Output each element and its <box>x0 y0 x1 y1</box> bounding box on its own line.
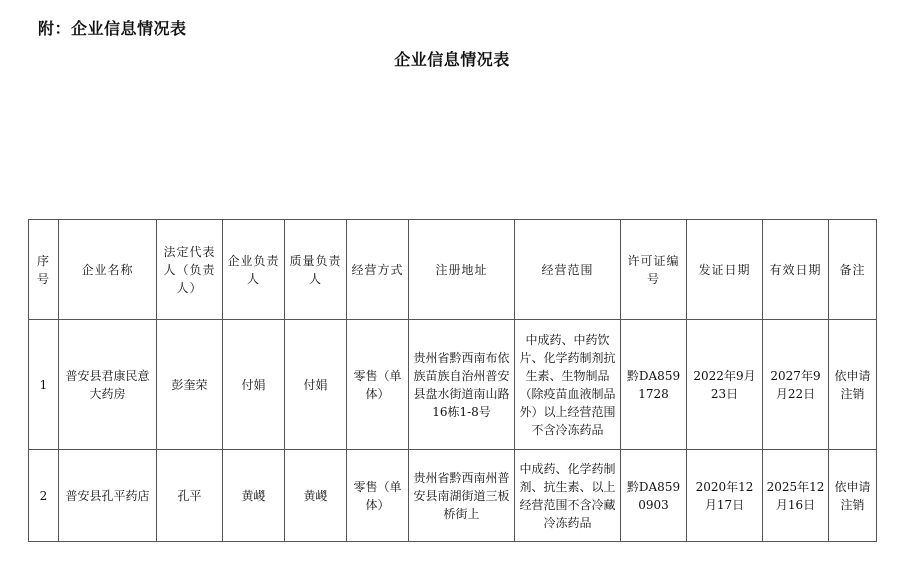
cell-valid-date: 2027年9月22日 <box>763 320 829 450</box>
header-address: 注册地址 <box>409 220 515 320</box>
table-row <box>29 450 877 542</box>
header-license: 许可证编号 <box>621 220 687 320</box>
cell-index: 1 <box>29 320 59 450</box>
cell-mode: 零售（单体） <box>347 450 409 542</box>
page-title: 企业信息情况表 <box>394 50 510 69</box>
header-remark: 备注 <box>829 220 877 320</box>
table-row <box>29 320 877 450</box>
header-issue-date: 发证日期 <box>687 220 763 320</box>
cell-license: 黔DA8590903 <box>621 450 687 542</box>
enterprise-info-table <box>28 219 877 542</box>
header-legal-rep: 法定代表人（负责人） <box>157 220 223 320</box>
cell-principal: 黄嵕 <box>223 450 285 542</box>
header-valid-date: 有效日期 <box>763 220 829 320</box>
cell-index: 2 <box>29 450 59 542</box>
cell-address: 贵州省黔西南布依族苗族自治州普安县盘水街道南山路16栋1-8号 <box>409 320 515 450</box>
cell-issue-date: 2022年9月23日 <box>687 320 763 450</box>
cell-license: 黔DA8591728 <box>621 320 687 450</box>
cell-remark: 依申请注销 <box>829 320 877 450</box>
header-scope: 经营范围 <box>515 220 621 320</box>
cell-legal-rep: 彭奎荣 <box>157 320 223 450</box>
attachment-label: 附：企业信息情况表 <box>38 19 187 38</box>
cell-valid-date: 2025年12月16日 <box>763 450 829 542</box>
header-index: 序号 <box>29 220 59 320</box>
cell-mode: 零售（单体） <box>347 320 409 450</box>
cell-scope: 中成药、化学药制剂、抗生素、以上经营范围不含冷藏冷冻药品 <box>515 450 621 542</box>
cell-quality: 黄嵕 <box>285 450 347 542</box>
cell-name: 普安县孔平药店 <box>59 450 157 542</box>
header-quality: 质量负责人 <box>285 220 347 320</box>
cell-address: 贵州省黔西南州普安县南湖街道三板桥街上 <box>409 450 515 542</box>
cell-name: 普安县君康民意大药房 <box>59 320 157 450</box>
cell-legal-rep: 孔平 <box>157 450 223 542</box>
cell-scope: 中成药、中药饮片、化学药制剂抗生素、生物制品（除疫苗血液制品外）以上经营范围不含冷冻药品 <box>515 320 621 450</box>
cell-quality: 付娟 <box>285 320 347 450</box>
cell-principal: 付娟 <box>223 320 285 450</box>
header-principal: 企业负责人 <box>223 220 285 320</box>
header-mode: 经营方式 <box>347 220 409 320</box>
cell-remark: 依申请注销 <box>829 450 877 542</box>
cell-issue-date: 2020年12月17日 <box>687 450 763 542</box>
table-header-row <box>29 220 877 320</box>
header-name: 企业名称 <box>59 220 157 320</box>
